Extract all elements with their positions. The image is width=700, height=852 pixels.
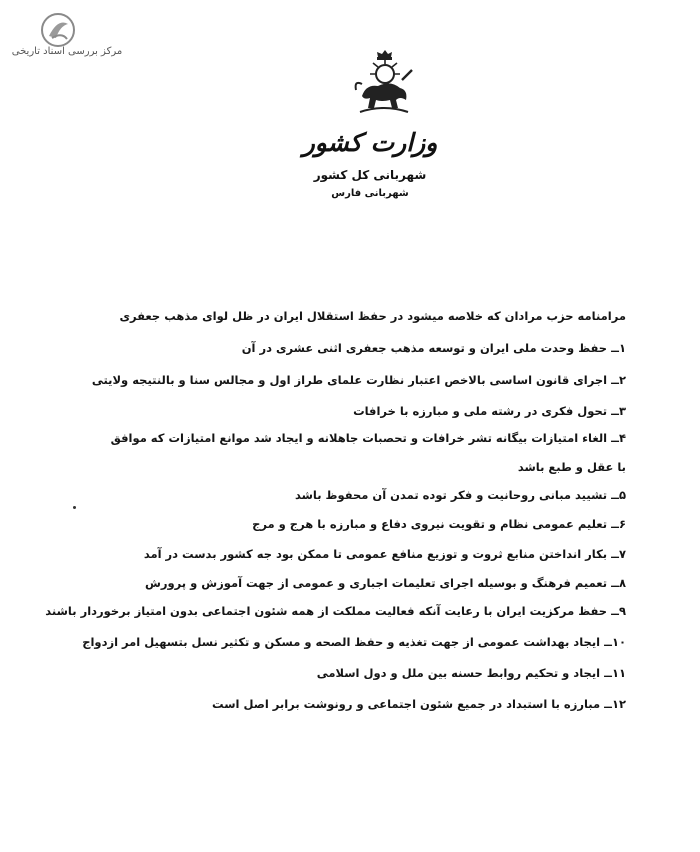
archive-logo-icon	[40, 12, 76, 48]
list-item: ۹ــ حفظ مرکزیت ایران با رعایت آنکه فعالیت مملکت از همه شئون اجتماعی بدون امتیاز برخوردار باشند	[45, 604, 626, 618]
list-item: ۱۱ــ ایجاد و تحکیم روابط حسنه بین ملل و دول اسلامی	[316, 666, 626, 680]
lion-and-sun-emblem-icon	[352, 50, 416, 116]
list-item: ۸ــ تعمیم فرهنگ و بوسیله اجرای تعلیمات اجباری و عمومی از جهت آموزش و پرورش	[144, 576, 626, 590]
list-item: ۱۲ــ مبارزه با استبداد در جمیع شئون اجتماعی و رونوشت برابر اصل است	[212, 697, 626, 711]
list-item: ۷ــ بکار انداختن منابع ثروت و توزیع منافع عمومی تا ممکن بود جه کشور بدست در آمد	[143, 547, 626, 561]
department-subtitle: شهربانی کل کشور	[313, 168, 427, 182]
list-item: با عقل و طبع باشد	[517, 460, 626, 474]
list-item: ۱ــ حفظ وحدت ملی ایران و توسعه مذهب جعفری اثنی عشری در آن	[241, 341, 626, 355]
list-item: ۱۰ــ ایجاد بهداشت عمومی از جهت تغذیه و حفظ الصحه و مسکن و تکثیر نسل بتسهیل امر ازدواج	[82, 635, 626, 649]
ministry-title: وزارت کشور	[302, 128, 438, 157]
ink-dot	[73, 506, 76, 509]
list-item: ۵ــ تشیید مبانی روحانیت و فکر توده تمدن آن محفوظ باشد	[294, 488, 626, 502]
list-item: ۶ــ تعلیم عمومی نظام و تقویت نیروی دفاع و مبارزه با هرج و مرج	[252, 517, 626, 531]
watermark-text: مرکز بررسی اسناد تاریخی	[11, 46, 123, 57]
intro-line: مرامنامه حزب مرادان که خلاصه میشود در حفظ استقلال ایران در ظل لوای مذهب جعفری	[119, 309, 626, 323]
list-item: ۴ــ الغاء امتیازات بیگانه تشر خرافات و تحصبات جاهلانه و ایجاد شد موانع امتیازات که موافق	[110, 431, 626, 445]
list-item: ۳ــ تحول فکری در رشته ملی و مبارزه با خرافات	[353, 404, 626, 418]
list-item: ۲ــ اجرای قانون اساسی بالاخص اعتبار نظارت علمای طراز اول و مجالس سنا و بالنتیجه ولایتی	[91, 373, 626, 387]
branch-subtitle: شهربانی فارس	[331, 188, 409, 199]
